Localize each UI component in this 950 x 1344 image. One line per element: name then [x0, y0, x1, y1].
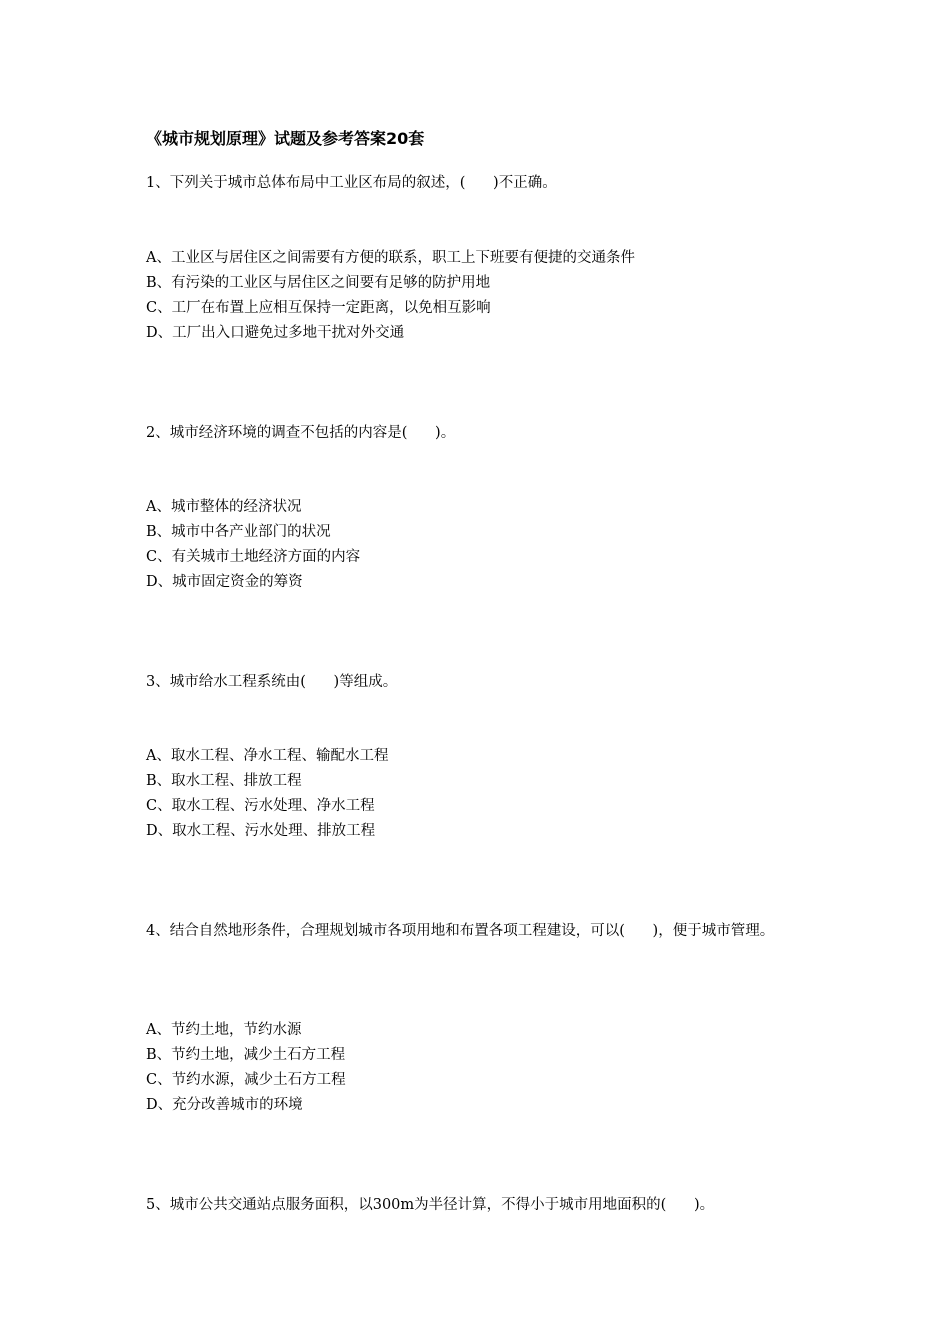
- question-3-stem: 3、城市给水工程系统由( )等组成。: [146, 674, 398, 690]
- question-3-option-c: C、取水工程、污水处理、净水工程: [146, 798, 375, 814]
- question-5-stem: 5、城市公共交通站点服务面积，以300m为半径计算，不得小于城市用地面积的( )。: [146, 1197, 715, 1213]
- question-1-option-d: D、工厂出入口避免过多地干扰对外交通: [146, 325, 405, 341]
- question-3-option-a: A、取水工程、净水工程、输配水工程: [146, 748, 389, 764]
- question-2-option-c: C、有关城市土地经济方面的内容: [146, 549, 361, 565]
- question-4-option-b: B、节约土地，减少土石方工程: [146, 1047, 346, 1063]
- question-3-options: [146, 744, 816, 844]
- question-1-option-c: C、工厂在布置上应相互保持一定距离，以免相互影响: [146, 300, 491, 316]
- question-2-stem: 2、城市经济环境的调查不包括的内容是( )。: [146, 425, 456, 441]
- question-3-option-d: D、取水工程、污水处理、排放工程: [146, 823, 376, 839]
- question-4-option-d: D、充分改善城市的环境: [146, 1097, 303, 1113]
- question-3-option-b: B、取水工程、排放工程: [146, 773, 302, 789]
- question-4-stem: 4、结合自然地形条件，合理规划城市各项用地和布置各项工程建设，可以( )，便于城市管理。: [146, 923, 775, 939]
- question-4-options: [146, 1018, 816, 1118]
- question-1-option-b: B、有污染的工业区与居住区之间要有足够的防护用地: [146, 275, 491, 291]
- question-2-option-b: B、城市中各产业部门的状况: [146, 524, 331, 540]
- question-2-option-d: D、城市固定资金的筹资: [146, 574, 303, 590]
- document-title: 《城市规划原理》试题及参考答案20套: [146, 129, 425, 148]
- question-4-option-a: A、节约土地，节约水源: [146, 1022, 302, 1038]
- question-1-options: [146, 246, 816, 346]
- question-2-options: [146, 495, 816, 595]
- question-1-stem: 1、下列关于城市总体布局中工业区布局的叙述，( )不正确。: [146, 175, 557, 191]
- question-1-option-a: A、工业区与居住区之间需要有方便的联系，职工上下班要有便捷的交通条件: [146, 250, 635, 266]
- question-2-option-a: A、城市整体的经济状况: [146, 499, 302, 515]
- question-4-option-c: C、节约水源，减少土石方工程: [146, 1072, 346, 1088]
